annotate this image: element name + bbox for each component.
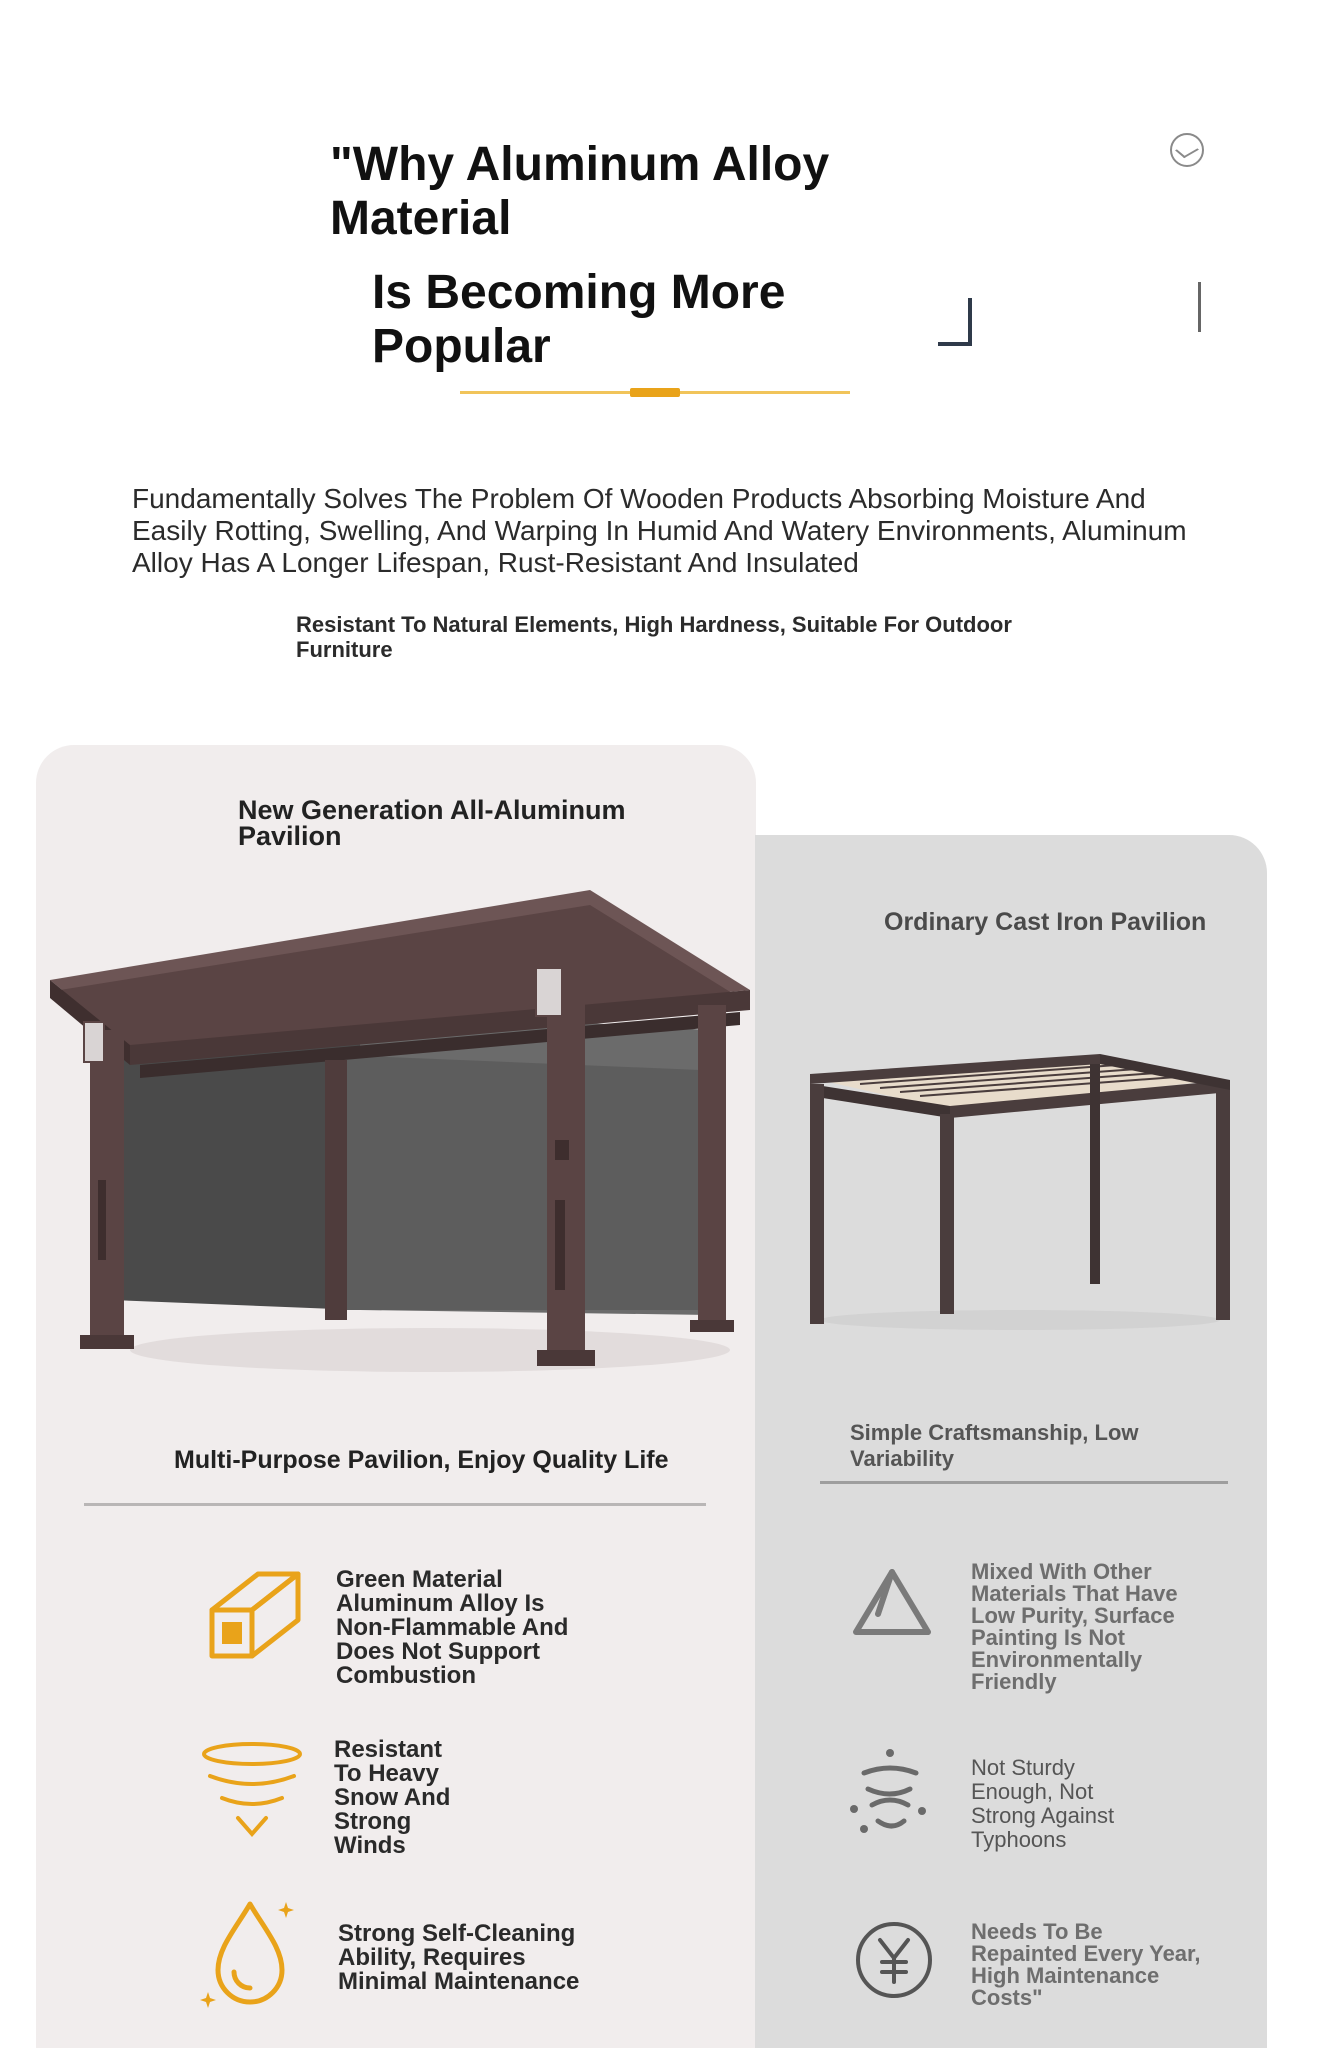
feature-self-cleaning: Strong Self-Cleaning Ability, Requires Minimal Maintenance [338, 1920, 580, 1995]
cast-iron-pavilion-heading: Ordinary Cast Iron Pavilion [884, 908, 1207, 936]
intro-subtext: Resistant To Natural Elements, High Hardness, Suitable For Outdoor Furniture [296, 612, 1012, 662]
vertical-bar-decoration [1198, 282, 1201, 332]
intro-paragraph: Fundamentally Solves The Problem Of Wooden Products Absorbing Moisture And Easily Rotting, Swelling, And Warping In Humid And Watery Environments, Aluminum Alloy Has A Longer Lifespan, Rust-Resistant And Insulated [132, 483, 1187, 578]
page-title-line-1: "Why Aluminum Alloy Material [330, 138, 830, 245]
corner-bracket-decoration [938, 298, 972, 346]
aluminum-pavilion-image [50, 880, 750, 1400]
triangle-icon [852, 1566, 932, 1638]
page-title-line-2: Is Becoming More Popular [372, 266, 786, 373]
cast-iron-divider [820, 1481, 1228, 1484]
aluminum-beam-icon [206, 1570, 306, 1662]
feature-not-sturdy: Not Sturdy Enough, Not Strong Against Typhoons [971, 1755, 1115, 1852]
wind-icon [842, 1745, 938, 1841]
accent-divider-highlight [630, 388, 680, 397]
feature-low-purity: Mixed With Other Materials That Have Low Purity, Surface Painting Is Not Environmentally Friendly [971, 1559, 1178, 1694]
cast-iron-pavilion-image [800, 1040, 1240, 1340]
feature-snow-wind-resistant: Resistant To Heavy Snow And Strong Winds [334, 1736, 451, 1859]
yen-coin-icon [852, 1918, 936, 2002]
aluminum-divider [84, 1503, 706, 1506]
cast-iron-tagline: Simple Craftsmanship, Low Variability [850, 1420, 1139, 1471]
tornado-icon [196, 1740, 308, 1840]
aluminum-tagline: Multi-Purpose Pavilion, Enjoy Quality Life [174, 1446, 669, 1474]
feature-high-maintenance: Needs To Be Repainted Every Year, High Maintenance Costs" [971, 1919, 1201, 2010]
aluminum-pavilion-heading: New Generation All-Aluminum Pavilion [238, 795, 626, 851]
check-circle-icon [1170, 133, 1204, 167]
feature-non-flammable: Green Material Aluminum Alloy Is Non-Flammable And Does Not Support Combustion [336, 1566, 569, 1689]
water-drop-icon [196, 1898, 296, 2008]
